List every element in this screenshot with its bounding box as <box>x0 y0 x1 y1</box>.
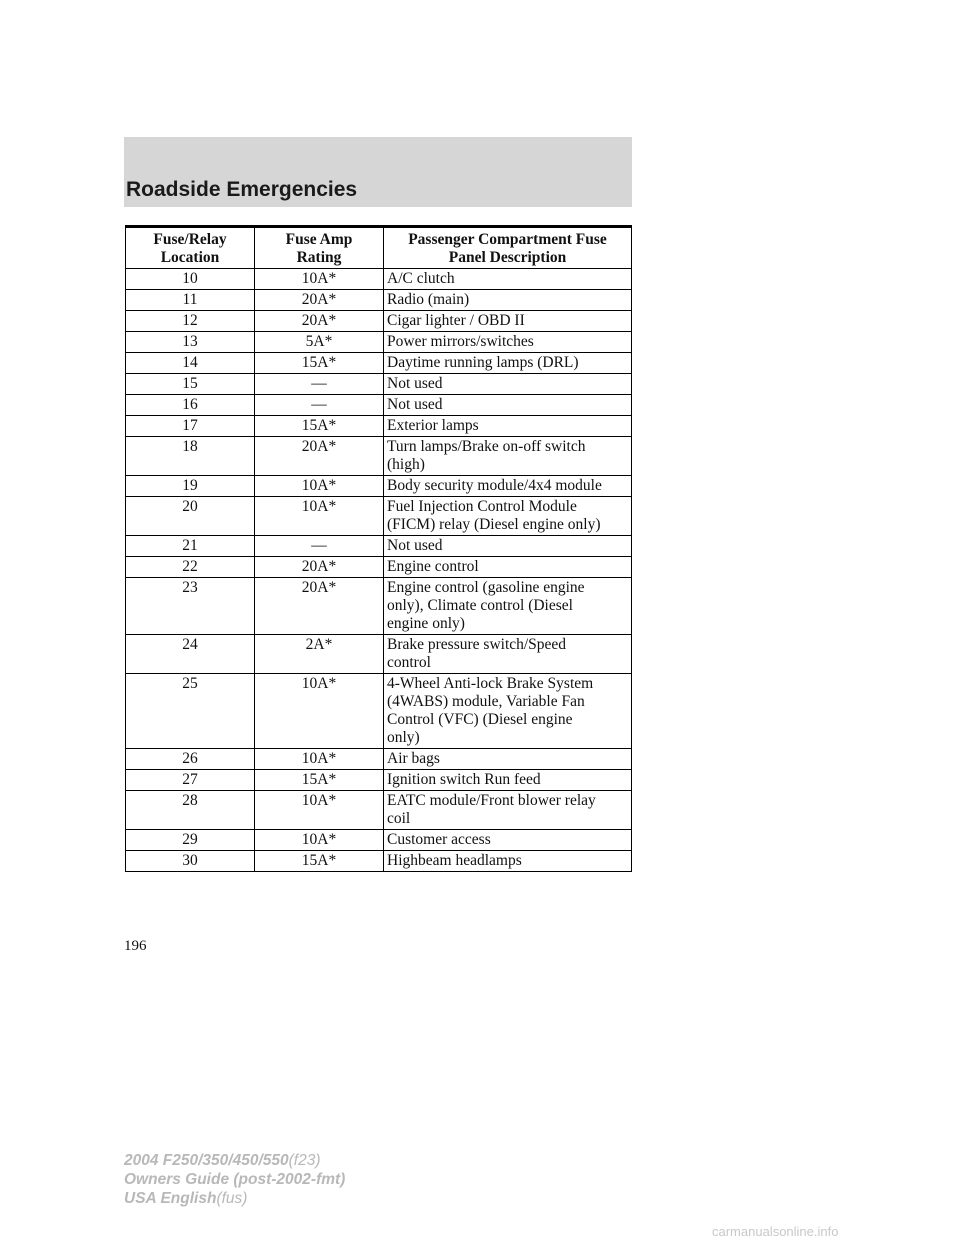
footer-language-text: USA English <box>124 1190 217 1207</box>
cell-description: Engine control (gasoline engine only), Climate control (Diesel engine only) <box>384 578 632 635</box>
table-row <box>126 476 632 497</box>
cell-amp-rating: 20A* <box>255 557 384 578</box>
table-row <box>126 674 632 749</box>
table-row <box>126 749 632 770</box>
cell-location: 12 <box>126 311 255 332</box>
table-row <box>126 311 632 332</box>
cell-location: 22 <box>126 557 255 578</box>
cell-description: Daytime running lamps (DRL) <box>384 353 632 374</box>
cell-description: Not used <box>384 395 632 416</box>
cell-amp-rating: — <box>255 374 384 395</box>
cell-description: Ignition switch Run feed <box>384 770 632 791</box>
fuse-table <box>125 225 632 872</box>
cell-description: Highbeam headlamps <box>384 851 632 872</box>
cell-location: 16 <box>126 395 255 416</box>
footer-language-code: (fus) <box>216 1190 248 1207</box>
table-row <box>126 557 632 578</box>
cell-location: 19 <box>126 476 255 497</box>
table-row <box>126 353 632 374</box>
column-header-description: Passenger Compartment Fuse Panel Description <box>384 227 632 269</box>
footer-line-language <box>124 1189 345 1208</box>
cell-description: Customer access <box>384 830 632 851</box>
table-row <box>126 770 632 791</box>
footer-model-code: (f23) <box>288 1152 321 1169</box>
cell-amp-rating: 10A* <box>255 674 384 749</box>
table-row <box>126 851 632 872</box>
cell-amp-rating: 15A* <box>255 851 384 872</box>
table-row <box>126 395 632 416</box>
watermark: carmanualsonline.info <box>712 1224 839 1239</box>
cell-description: A/C clutch <box>384 269 632 290</box>
cell-amp-rating: 20A* <box>255 437 384 476</box>
cell-description: Radio (main) <box>384 290 632 311</box>
cell-location: 10 <box>126 269 255 290</box>
cell-amp-rating: 5A* <box>255 332 384 353</box>
cell-amp-rating: 20A* <box>255 311 384 332</box>
cell-location: 11 <box>126 290 255 311</box>
cell-description: EATC module/Front blower relay coil <box>384 791 632 830</box>
table-row <box>126 536 632 557</box>
footer-line-guide <box>124 1170 345 1189</box>
cell-location: 15 <box>126 374 255 395</box>
cell-amp-rating: 2A* <box>255 635 384 674</box>
cell-location: 17 <box>126 416 255 437</box>
footer-line-model <box>124 1151 345 1170</box>
cell-amp-rating: 15A* <box>255 353 384 374</box>
cell-description: Engine control <box>384 557 632 578</box>
cell-amp-rating: 10A* <box>255 791 384 830</box>
cell-description: Not used <box>384 536 632 557</box>
table-row <box>126 374 632 395</box>
table-header-row <box>126 227 632 269</box>
cell-location: 25 <box>126 674 255 749</box>
table-row <box>126 578 632 635</box>
cell-amp-rating: 10A* <box>255 830 384 851</box>
table-row <box>126 332 632 353</box>
cell-description: Power mirrors/switches <box>384 332 632 353</box>
cell-description: Fuel Injection Control Module (FICM) relay (Diesel engine only) <box>384 497 632 536</box>
cell-location: 29 <box>126 830 255 851</box>
cell-location: 21 <box>126 536 255 557</box>
cell-description: Body security module/4x4 module <box>384 476 632 497</box>
cell-location: 24 <box>126 635 255 674</box>
cell-amp-rating: 10A* <box>255 476 384 497</box>
cell-amp-rating: — <box>255 395 384 416</box>
document-footer <box>124 1151 345 1208</box>
cell-description: 4-Wheel Anti-lock Brake System (4WABS) module, Variable Fan Control (VFC) (Diesel engine only) <box>384 674 632 749</box>
cell-location: 13 <box>126 332 255 353</box>
table-row <box>126 791 632 830</box>
cell-location: 26 <box>126 749 255 770</box>
cell-location: 18 <box>126 437 255 476</box>
table-row <box>126 437 632 476</box>
cell-description: Brake pressure switch/Speed control <box>384 635 632 674</box>
cell-amp-rating: 10A* <box>255 497 384 536</box>
table-row <box>126 830 632 851</box>
page-number: 196 <box>124 938 147 954</box>
cell-description: Air bags <box>384 749 632 770</box>
cell-amp-rating: 10A* <box>255 269 384 290</box>
table-row <box>126 416 632 437</box>
section-title: Roadside Emergencies <box>126 178 358 201</box>
cell-amp-rating: 15A* <box>255 770 384 791</box>
cell-amp-rating: 15A* <box>255 416 384 437</box>
cell-amp-rating: — <box>255 536 384 557</box>
fuse-table-body <box>126 269 632 872</box>
cell-location: 23 <box>126 578 255 635</box>
cell-location: 27 <box>126 770 255 791</box>
cell-amp-rating: 10A* <box>255 749 384 770</box>
column-header-location: Fuse/Relay Location <box>126 227 255 269</box>
cell-description: Turn lamps/Brake on-off switch (high) <box>384 437 632 476</box>
footer-model-text: 2004 F250/350/450/550 <box>124 1152 289 1169</box>
table-row <box>126 497 632 536</box>
footer-guide-text: Owners Guide (post-2002-fmt) <box>124 1171 346 1188</box>
cell-location: 28 <box>126 791 255 830</box>
table-row <box>126 290 632 311</box>
cell-description: Exterior lamps <box>384 416 632 437</box>
cell-location: 20 <box>126 497 255 536</box>
table-row <box>126 635 632 674</box>
cell-description: Not used <box>384 374 632 395</box>
cell-amp-rating: 20A* <box>255 578 384 635</box>
cell-location: 30 <box>126 851 255 872</box>
table-row <box>126 269 632 290</box>
cell-location: 14 <box>126 353 255 374</box>
cell-description: Cigar lighter / OBD II <box>384 311 632 332</box>
cell-amp-rating: 20A* <box>255 290 384 311</box>
column-header-amp-rating: Fuse Amp Rating <box>255 227 384 269</box>
